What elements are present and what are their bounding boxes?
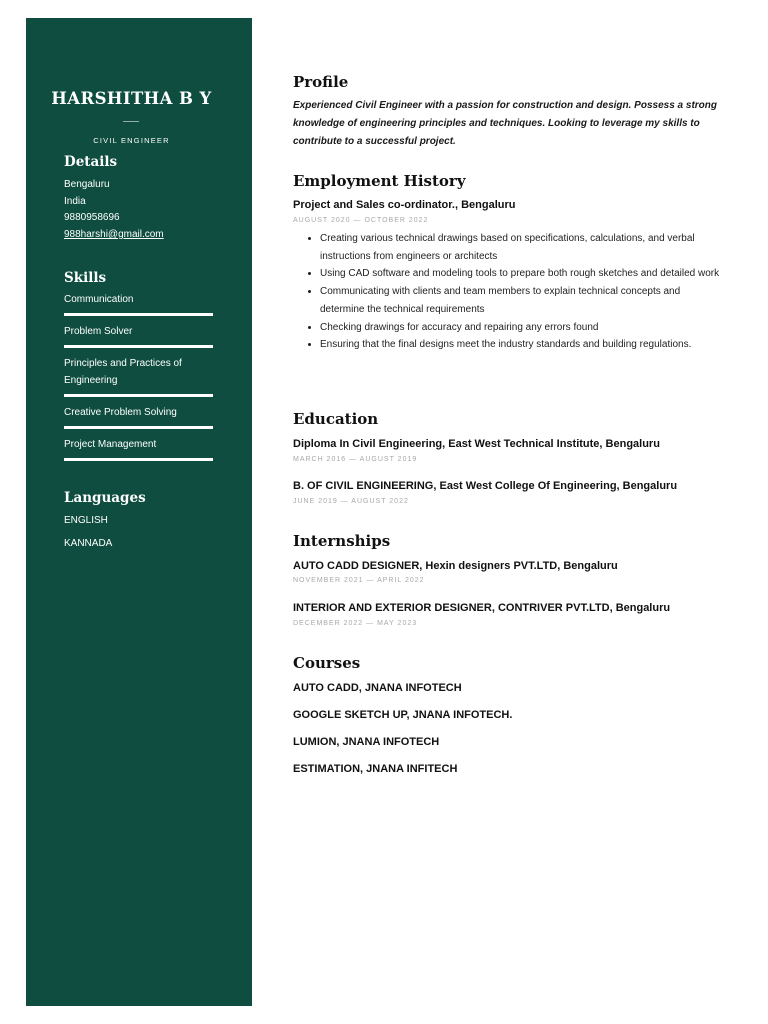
- skill-label: Problem Solver: [64, 326, 133, 337]
- education-dates: MARCH 2016 — AUGUST 2019: [293, 456, 418, 463]
- skill-level-bar: [64, 458, 213, 461]
- course-item: GOOGLE SKETCH UP, JNANA INFOTECH.: [293, 709, 513, 721]
- language-item: ENGLISH: [64, 515, 108, 526]
- details-city: Bengaluru: [64, 179, 110, 190]
- skill-level-bar: [64, 394, 213, 397]
- skills-heading: Skills: [64, 270, 107, 286]
- employment-heading: Employment History: [293, 172, 466, 190]
- job-title-entry: Project and Sales co-ordinator., Bengaluru: [293, 199, 516, 211]
- name-divider: [123, 121, 139, 122]
- internship-title: INTERIOR AND EXTERIOR DESIGNER, CONTRIVER PVT.LTD, Bengaluru: [293, 602, 671, 614]
- job-duty-item: • Checking drawings for accuracy and repairing any errors found: [320, 319, 720, 337]
- course-item: AUTO CADD, JNANA INFOTECH: [293, 682, 462, 694]
- skill-label: Project Management: [64, 439, 157, 450]
- language-item: KANNADA: [64, 538, 113, 549]
- details-phone: 9880958696: [64, 212, 120, 223]
- course-item: ESTIMATION, JNANA INFITECH: [293, 763, 458, 775]
- candidate-name: HARSHITHA B Y: [51, 89, 212, 108]
- job-duty-item: • Ensuring that the final designs meet the industry standards and building regulations.: [320, 336, 720, 354]
- languages-heading: Languages: [64, 490, 146, 506]
- internship-dates: NOVEMBER 2021 — APRIL 2022: [293, 577, 425, 584]
- internship-dates: DECEMBER 2022 — MAY 2023: [293, 620, 418, 627]
- internship-title: AUTO CADD DESIGNER, Hexin designers PVT.LTD, Bengaluru: [293, 560, 618, 572]
- internships-heading: Internships: [293, 532, 391, 550]
- skill-level-bar: [64, 426, 213, 429]
- sidebar: [26, 18, 252, 1006]
- skill-label: Communication: [64, 294, 134, 305]
- job-duty-item: • Creating various technical drawings based on specifications, calculations, and verbal instructions from engineers or architects: [320, 230, 720, 265]
- courses-heading: Courses: [293, 654, 361, 672]
- skill-label: Creative Problem Solving: [64, 407, 177, 418]
- skill-label: Principles and Practices of Engineering: [64, 358, 182, 386]
- profile-summary: Experienced Civil Engineer with a passion for construction and design. Possess a strong knowledge of engineering principles and techniques. Looking to leverage my skills to contribute to a successful project.: [293, 100, 717, 147]
- details-heading: Details: [64, 154, 118, 170]
- job-duties-list: [306, 230, 720, 354]
- course-item: LUMION, JNANA INFOTECH: [293, 736, 440, 748]
- job-duty-item: • Using CAD software and modeling tools to prepare both rough sketches and detailed work: [320, 265, 720, 283]
- job-duty-item: • Communicating with clients and team members to explain technical concepts and determine the technical requirements: [320, 283, 720, 318]
- skill-level-bar: [64, 313, 213, 316]
- education-heading: Education: [293, 410, 379, 428]
- education-title: B. OF CIVIL ENGINEERING, East West College Of Engineering, Bengaluru: [293, 480, 678, 492]
- details-email-link[interactable]: 988harshi@gmail.com: [64, 229, 164, 240]
- details-country: India: [64, 196, 86, 207]
- skill-level-bar: [64, 345, 213, 348]
- education-dates: JUNE 2019 — AUGUST 2022: [293, 498, 409, 505]
- profile-heading: Profile: [293, 73, 349, 91]
- education-title: Diploma In Civil Engineering, East West Technical Institute, Bengaluru: [293, 438, 660, 450]
- job-dates: AUGUST 2020 — OCTOBER 2022: [293, 217, 429, 224]
- job-title: CIVIL ENGINEER: [93, 136, 170, 145]
